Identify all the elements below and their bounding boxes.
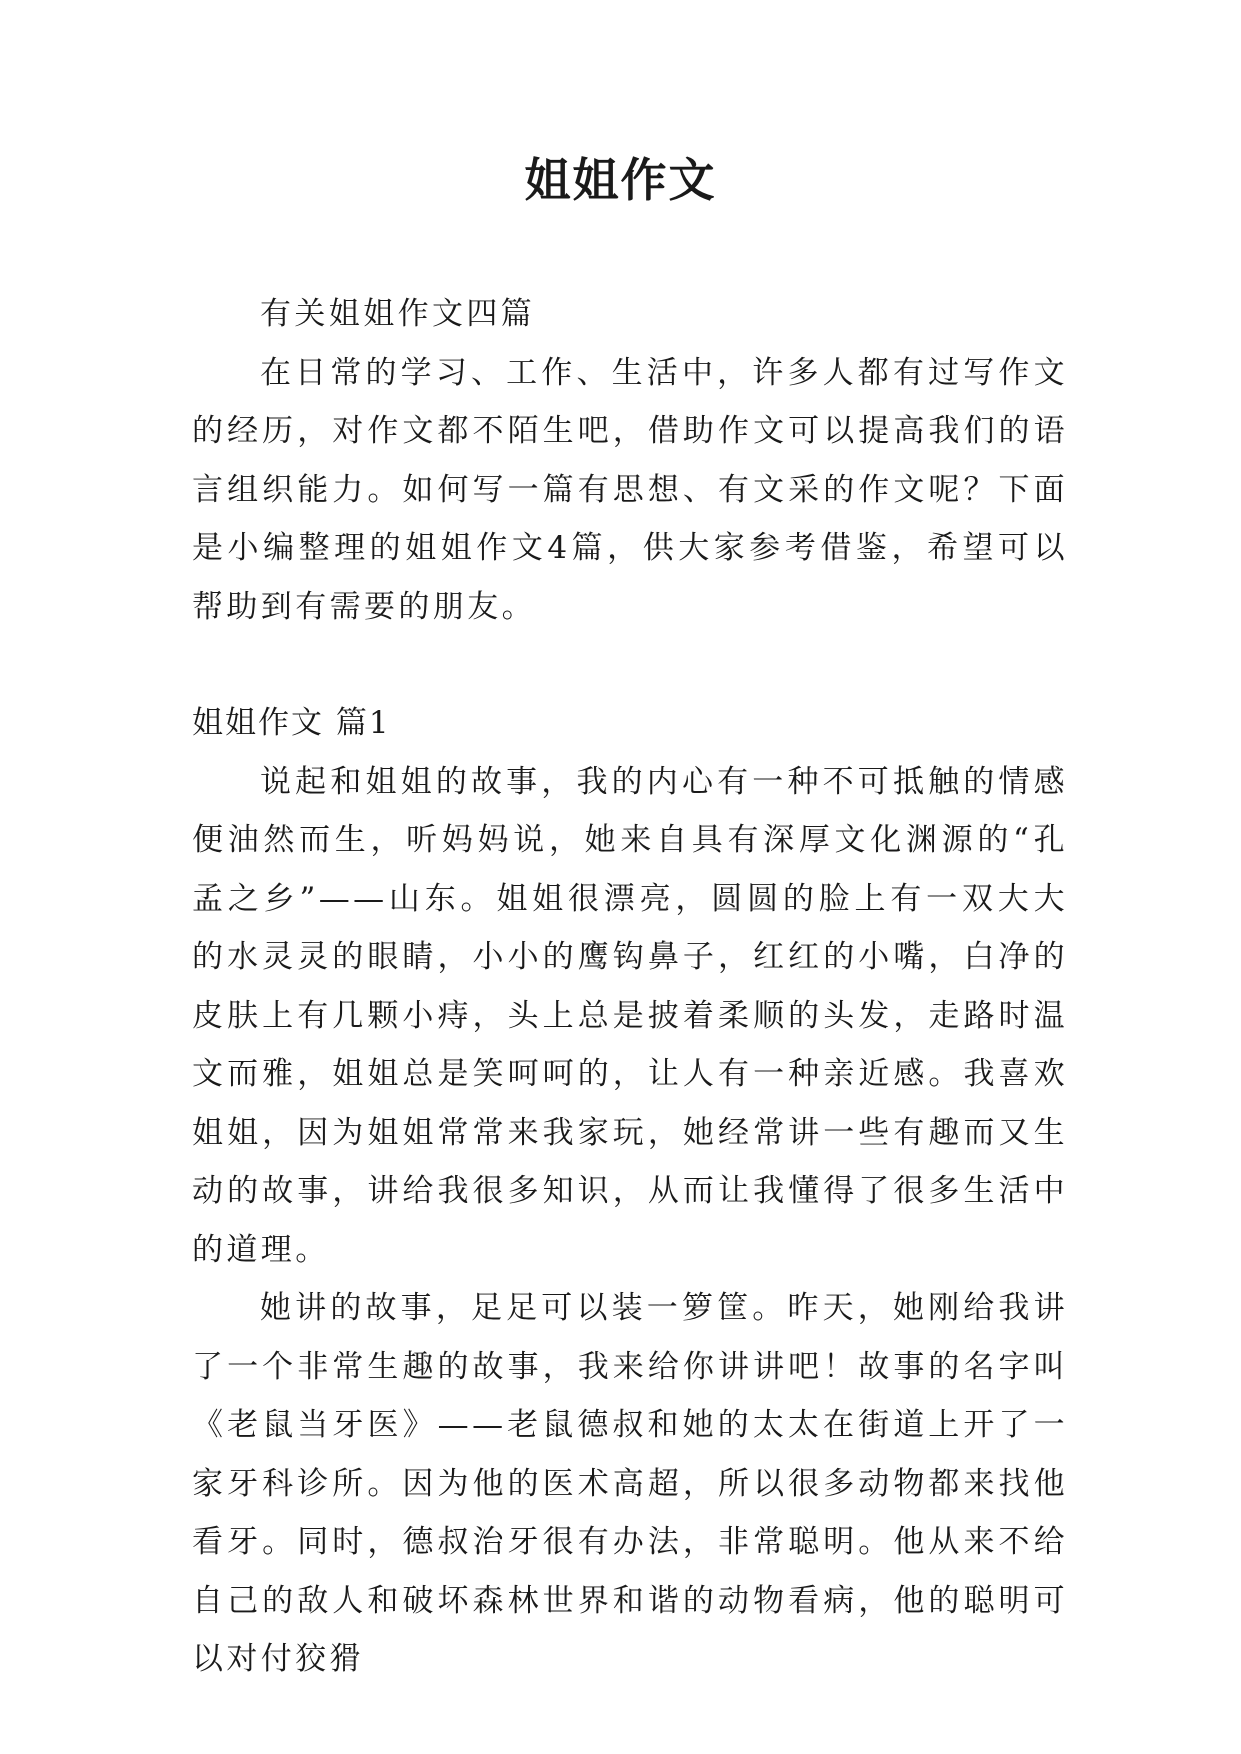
document-body [192, 285, 1068, 1689]
intro-paragraph: 在日常的学习、工作、生活中，许多人都有过写作文的经历，对作文都不陌生吧，借助作文可以提高我们的语言组织能力。如何写一篇有思想、有文采的作文呢？下面是小编整理的姐姐作文4篇，供大家参考借鉴，希望可以帮助到有需要的朋友。 [192, 354, 1068, 625]
body-paragraph: 说起和姐姐的故事，我的内心有一种不可抵触的情感便油然而生，听妈妈说，她来自具有深厚文化渊源的“孔孟之乡”——山东。姐姐很漂亮，圆圆的脸上有一双大大的水灵灵的眼睛，小小的鹰钩鼻子，红红的小嘴，白净的皮肤上有几颗小痔，头上总是披着柔顺的头发，走路时温文而雅，姐姐总是笑呵呵的，让人有一种亲近感。我喜欢姐姐，因为姐姐常常来我家玩，她经常讲一些有趣而又生动的故事，讲给我很多知识，从而让我懂得了很多生活中的道理。 [192, 763, 1068, 1268]
document-title: 姐姐作文 [524, 153, 717, 207]
section-spacer [192, 636, 1068, 694]
section-heading: 姐姐作文 篇1 [192, 705, 391, 741]
body-paragraph: 她讲的故事，足足可以装一箩筐。昨天，她刚给我讲了一个非常生趣的故事，我来给你讲讲吧！故事的名字叫《老鼠当牙医》——老鼠德叔和她的太太在街道上开了一家牙科诊所。因为他的医术高超，所以很多动物都来找他看牙。同时，德叔治牙很有办法，非常聪明。他从来不给自己的敌人和破坏森林世界和谐的动物看病，他的聪明可以对付狡猾 [192, 1290, 1068, 1677]
document-subtitle: 有关姐姐作文四篇 [260, 296, 536, 332]
